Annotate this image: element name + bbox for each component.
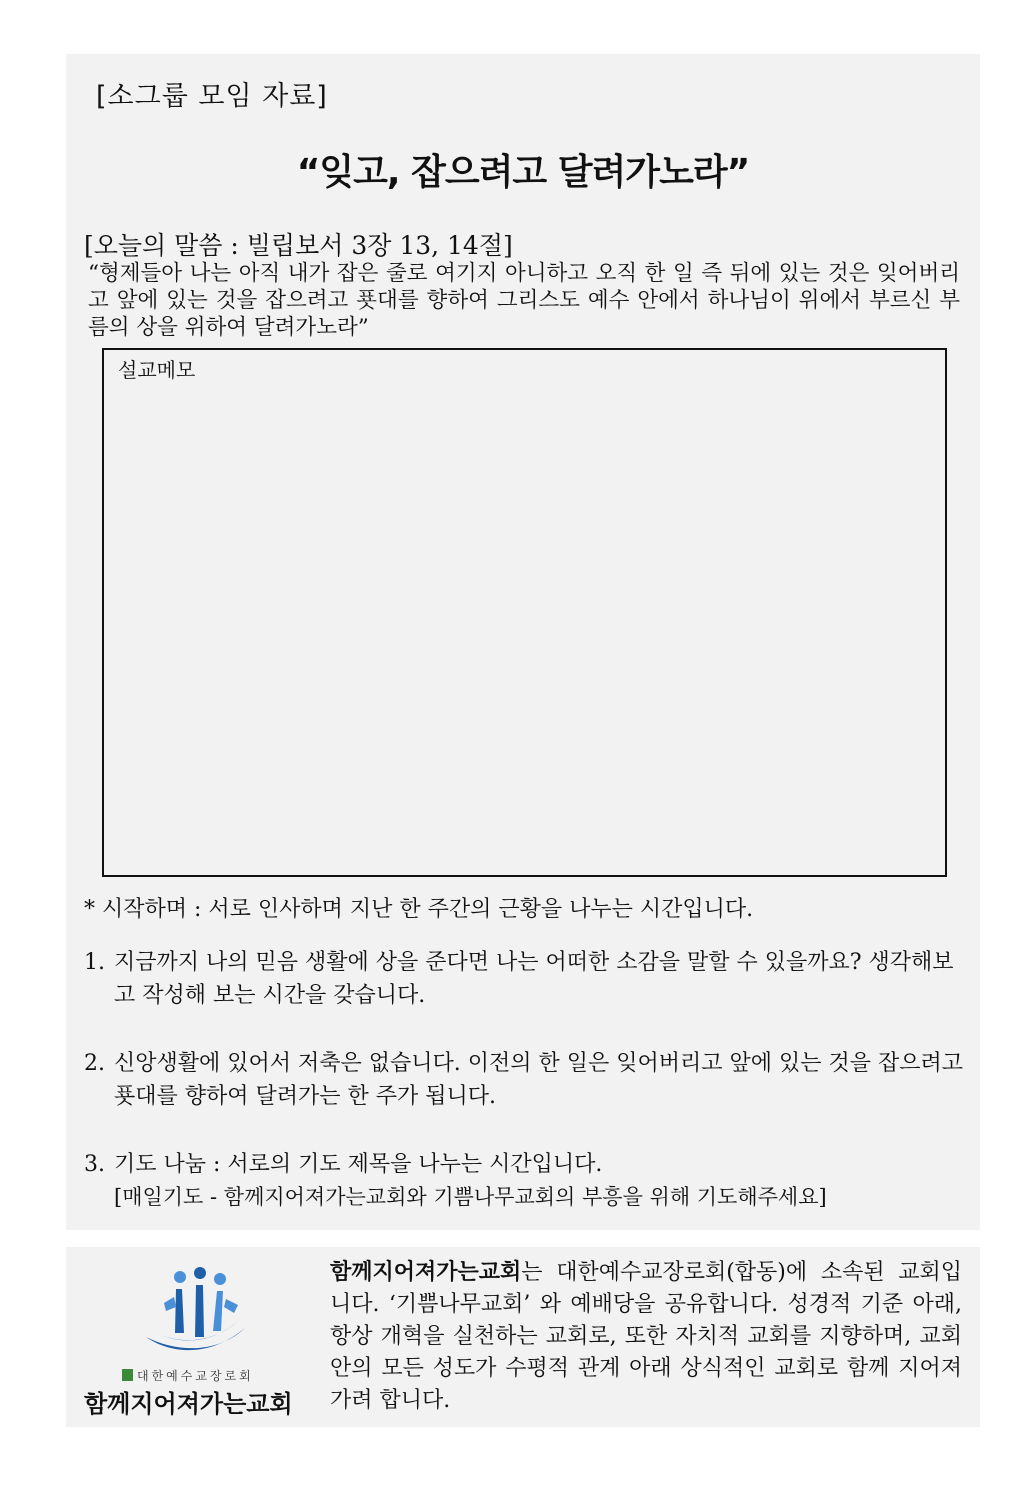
question-text: 기도 나눔 : 서로의 기도 제목을 나누는 시간입니다. (114, 1152, 603, 1177)
main-panel (66, 54, 980, 1230)
sermon-memo-label: 설교메모 (118, 358, 196, 382)
sermon-memo-box[interactable] (102, 348, 947, 877)
daily-prayer-note: [매일기도 - 함께지어져가는교회와 기쁨나무교회의 부흥을 위해 기도해주세요] (114, 1185, 827, 1209)
church-name: 함께지어져가는교회 (330, 1260, 522, 1285)
question-item (84, 1047, 964, 1113)
question-text: 지금까지 나의 믿음 생활에 상을 준다면 나는 어떠한 소감을 말할 수 있을까요? 생각해보 (114, 950, 954, 975)
logo-church-name: 함께지어져가는교회 (84, 1390, 293, 1418)
page-title: “잊고, 잡으려고 달려가노라” (296, 152, 750, 193)
question-text-continued: 푯대를 향하여 달려가는 한 주가 됩니다. (114, 1084, 496, 1109)
question-number: 1. (84, 950, 105, 975)
church-emblem-icon (142, 1267, 252, 1363)
question-number: 3. (84, 1152, 105, 1177)
question-text: 신앙생활에 있어서 저축은 없습니다. 이전의 한 일은 잊어버리고 앞에 있는 것을 잡으려고 (114, 1051, 963, 1076)
question-item (84, 946, 964, 1012)
scripture-text: “형제들아 나는 아직 내가 잡은 줄로 여기지 아니하고 오직 한 일 즉 뒤에 있는 것은 잊어버리고 앞에 있는 것을 잡으려고 푯대를 향하여 그리스도 예수 안에서 하나님이 위에서 부르신 부름의 상을 위하여 달려가노라” (88, 261, 960, 340)
scripture-reference: [오늘의 말씀 : 빌립보서 3장 13, 14절] (84, 231, 513, 260)
church-description-text: 는 대한예수교장로회(합동)에 소속된 교회입니다. ‘기쁨나무교회’ 와 예배당을 공유합니다. 성경적 기준 아래, 항상 개혁을 실천하는 교회로, 또한 자치적 교회를 지향하며, 교회 안의 모든 성도가 수평적 관계 아래 상식적인 교회로 함께 지어져 가려 합니다. (330, 1260, 962, 1413)
church-logo (84, 1267, 309, 1417)
church-description (330, 1257, 962, 1417)
question-number: 2. (84, 1051, 105, 1076)
cross-icon (122, 1369, 133, 1381)
church-info-footer (66, 1247, 980, 1427)
question-text-continued: 고 작성해 보는 시간을 갖습니다. (114, 983, 426, 1008)
question-item (84, 1148, 964, 1214)
opening-instruction: * 시작하며 : 서로 인사하며 지난 한 주간의 근황을 나누는 시간입니다. (84, 897, 754, 922)
document-label: [소그룹 모임 자료] (96, 81, 328, 112)
logo-denomination: 대한예수교장로회 (122, 1367, 254, 1384)
